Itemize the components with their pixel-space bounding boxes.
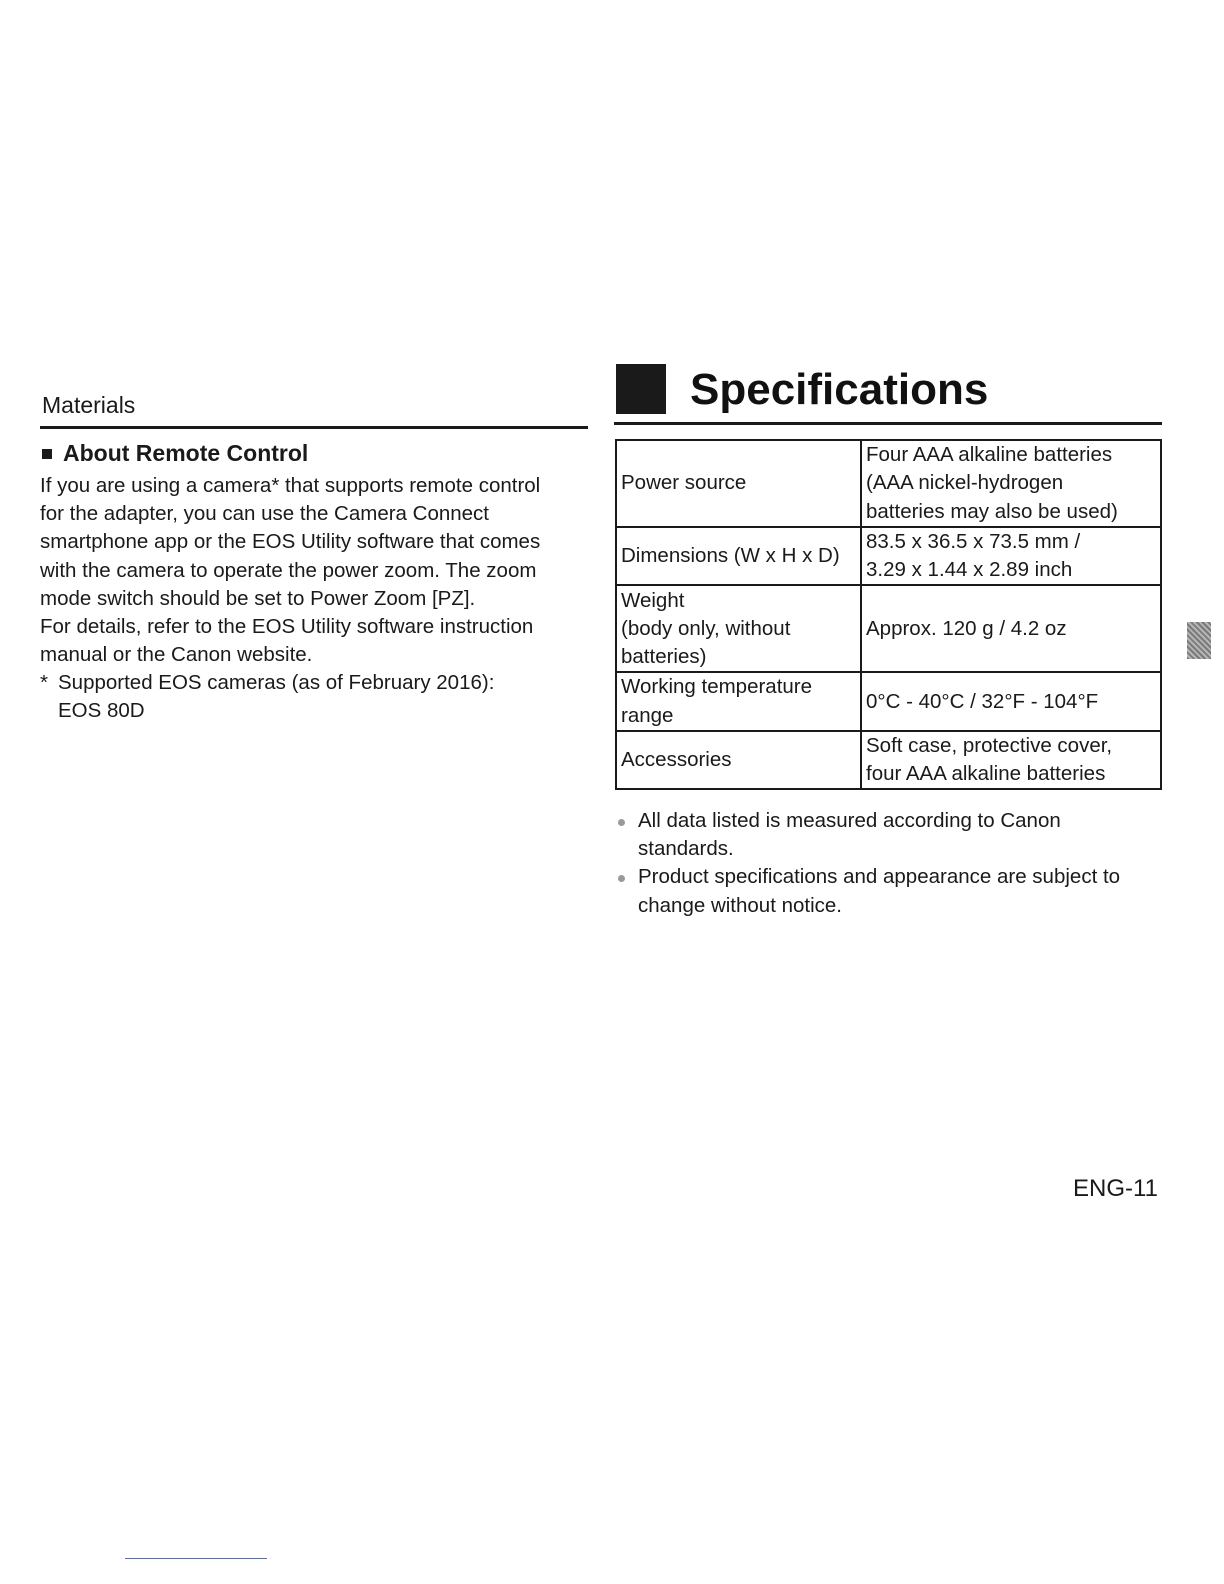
title-block-icon [616,364,666,414]
spec-value: Four AAA alkaline batteries (AAA nickel-hydrogen batteries may also be used) [861,440,1161,527]
spec-key: Power source [616,440,861,527]
list-item: All data listed is measured according to Canon standards. [614,807,1169,863]
section-divider [40,426,588,429]
dot-bullet-icon [614,863,638,919]
spec-table [615,439,1162,790]
footnote-line: EOS 80D [58,699,145,723]
paragraph-line: If you are using a camera* that supports remote control [40,474,541,497]
page-title: Specifications [690,365,989,414]
table-row [616,527,1161,585]
spec-key: Accessories [616,731,861,789]
body-paragraph [40,472,585,669]
spec-value: Approx. 120 g / 4.2 oz [861,585,1161,672]
paragraph-line: with the camera to operate the power zoom. The zoom [40,558,537,582]
square-bullet-icon [42,449,52,459]
spec-key: Working temperature range [616,672,861,730]
spec-value: 83.5 x 36.5 x 73.5 mm / 3.29 x 1.44 x 2.89 inch [861,527,1161,585]
spec-key: Dimensions (W x H x D) [616,527,861,585]
section-label: Materials [42,392,136,418]
paragraph-line: mode switch should be set to Power Zoom [PZ]. [40,586,476,610]
table-row [616,731,1161,789]
subheading [38,440,308,467]
footnote [40,669,585,725]
notes-list [614,807,1169,920]
paragraph-line: manual or the Canon website. [40,643,313,667]
table-row [616,440,1161,527]
title-divider [614,422,1162,425]
footnote-line: Supported EOS cameras (as of February 2016): [58,671,495,694]
table-row [616,672,1161,730]
subheading-text: About Remote Control [63,440,309,466]
spec-value: 0°C - 40°C / 32°F - 104°F [861,672,1161,730]
paragraph-line: for the adapter, you can use the Camera Connect [40,502,489,526]
footnote-mark: * [40,671,48,694]
table-row [616,585,1161,672]
dot-bullet-icon [614,807,638,863]
spec-key: Weight (body only, without batteries) [616,585,861,672]
section-thumb-tab [1187,622,1211,659]
spec-value: Soft case, protective cover, four AAA alkaline batteries [861,731,1161,789]
page-number: ENG-11 [1073,1175,1158,1202]
paragraph-line: For details, refer to the EOS Utility software instruction [40,615,534,639]
list-item: Product specifications and appearance are subject to change without notice. [614,863,1169,919]
bottom-divider [125,1558,267,1559]
paragraph-line: smartphone app or the EOS Utility software that comes [40,530,541,554]
